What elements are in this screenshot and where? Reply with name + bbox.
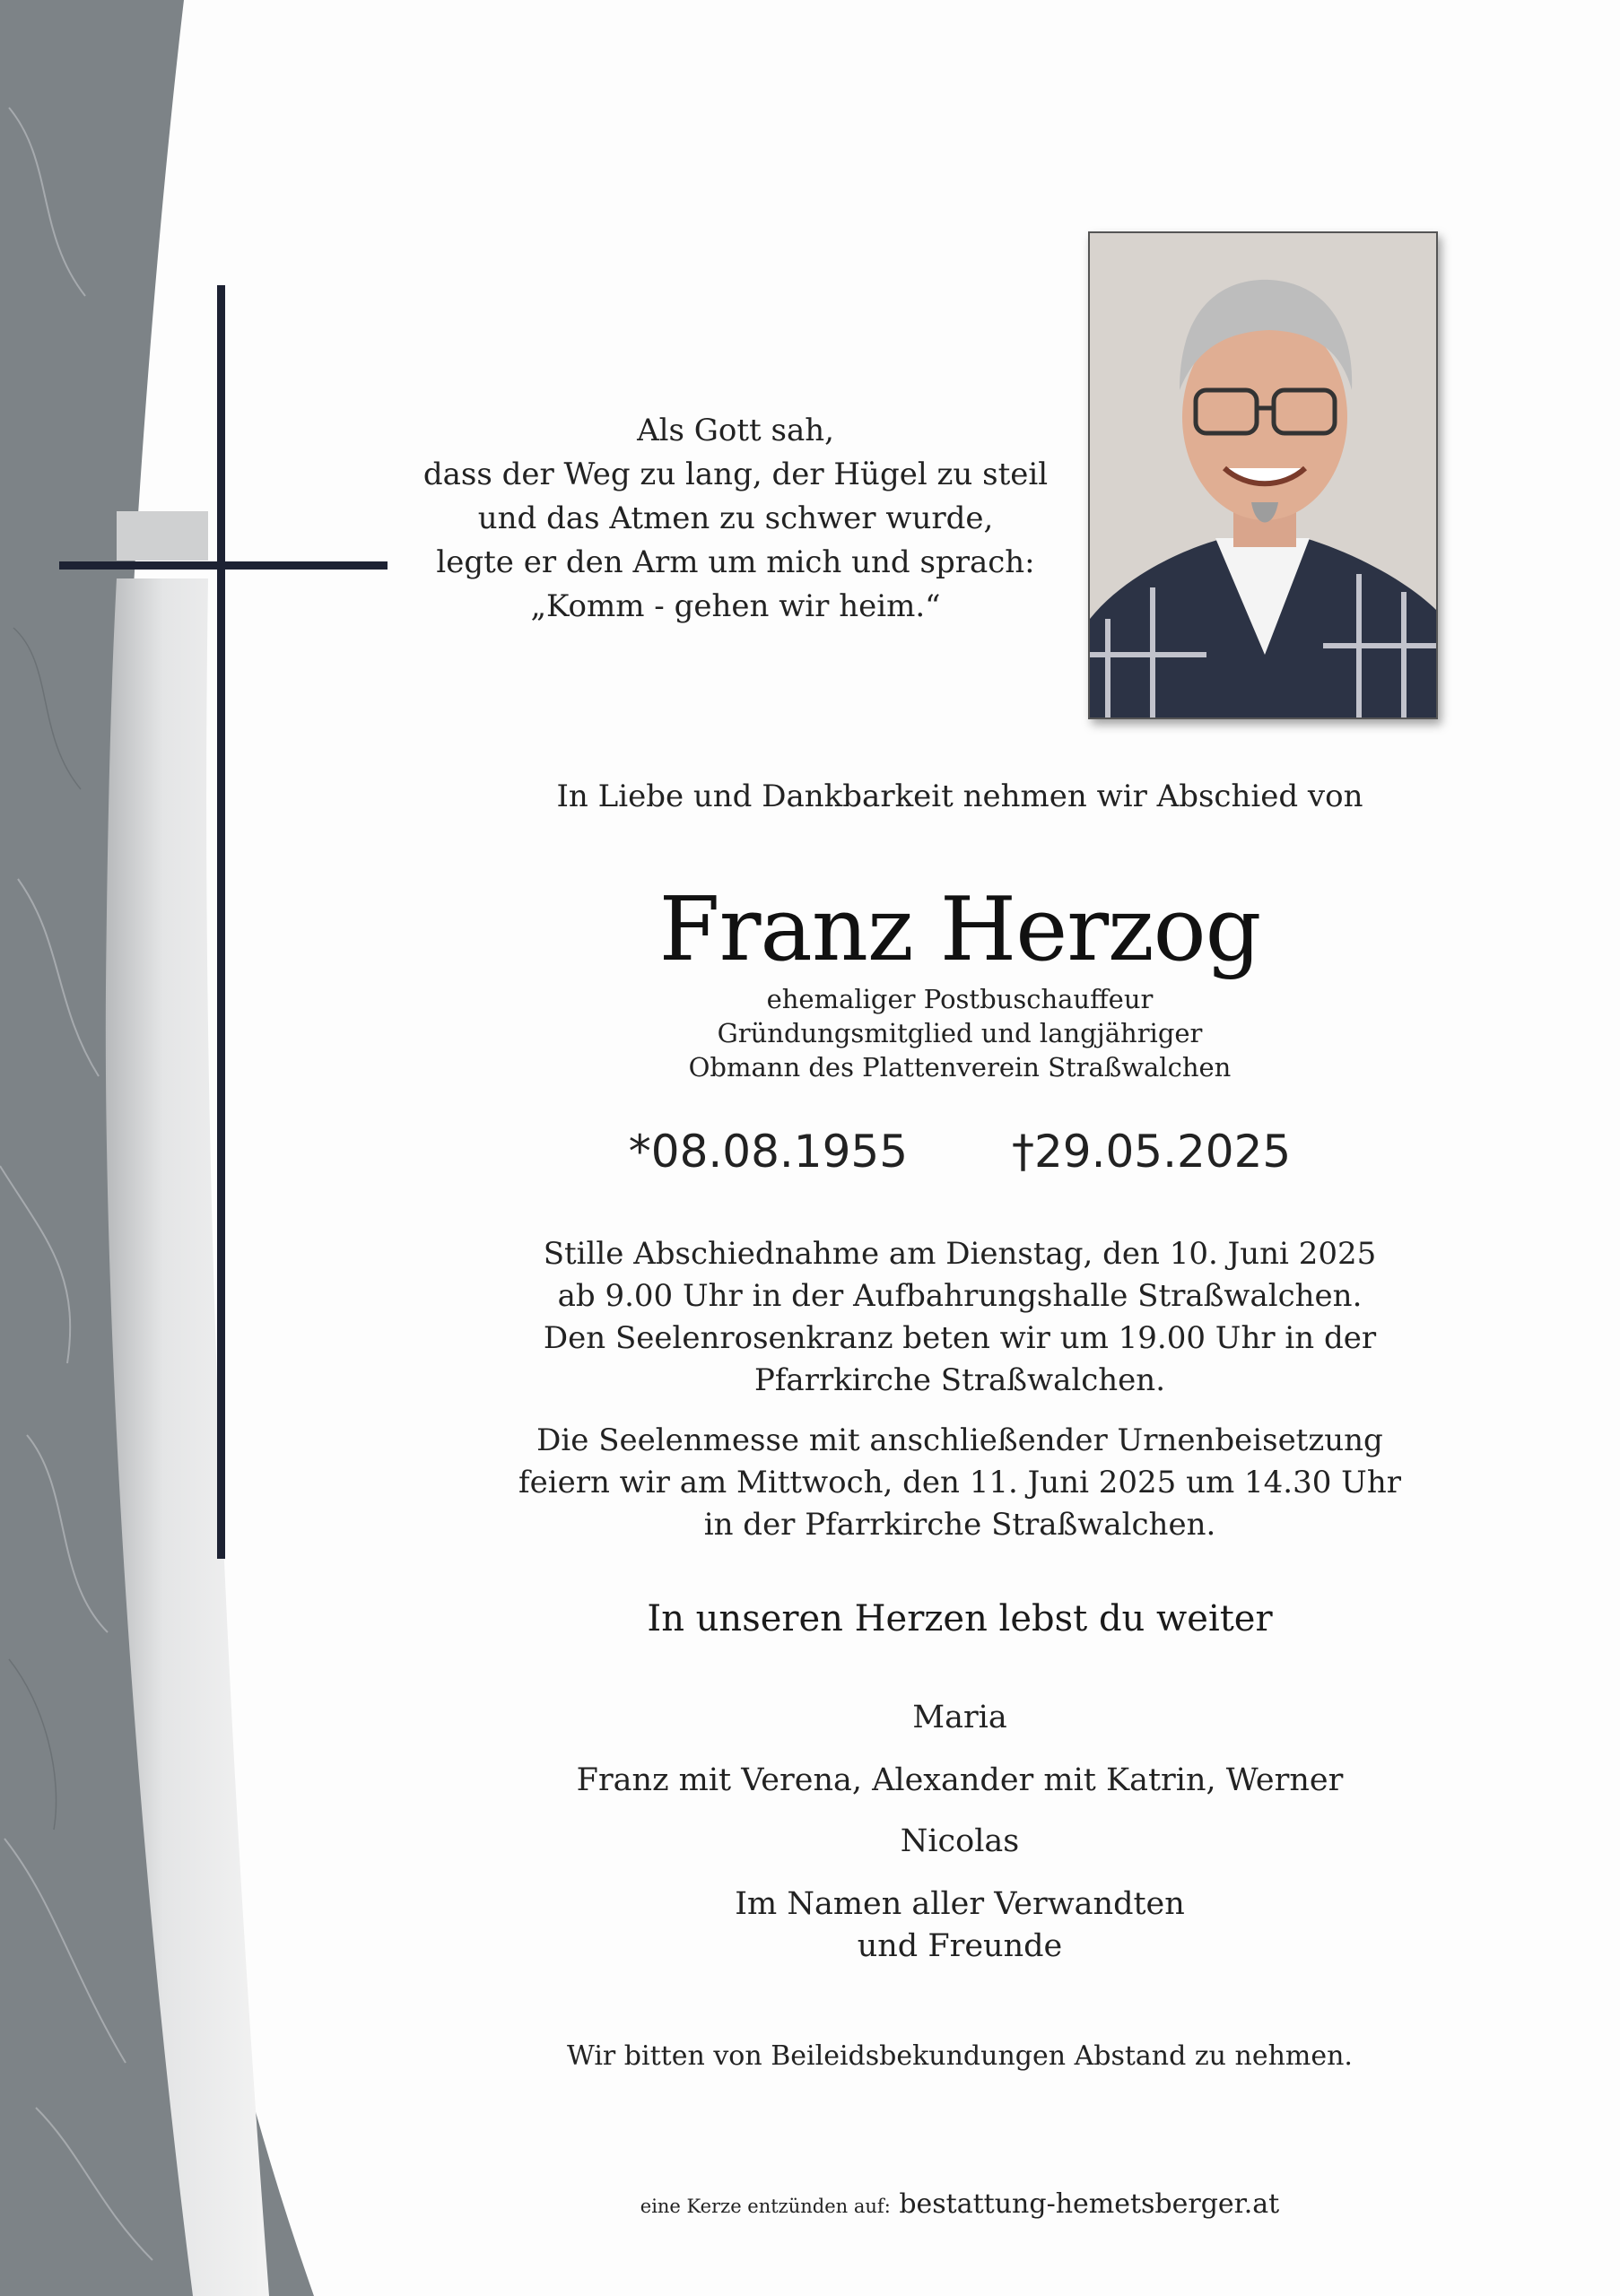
- portrait-photo: [1088, 231, 1438, 719]
- death-date: †29.05.2025: [1011, 1126, 1292, 1178]
- birth-date: *08.08.1955: [628, 1126, 909, 1178]
- poem-line: und das Atmen zu schwer wurde,: [477, 500, 994, 536]
- poem-line: „Komm - gehen wir heim.“: [530, 588, 941, 624]
- family-closing: [413, 1883, 1507, 1968]
- memorial-motto: In unseren Herzen lebst du weiter: [647, 1598, 1273, 1639]
- deceased-roles: [413, 982, 1507, 1084]
- poem-line: dass der Weg zu lang, der Hügel zu steil: [422, 457, 1049, 492]
- detail-line: Pfarrkirche Straßwalchen.: [753, 1362, 1166, 1398]
- cross-icon-horizontal-beam: [59, 561, 388, 570]
- family-line: Nicolas: [900, 1823, 1020, 1859]
- footer-prefix: eine Kerze entzünden auf:: [640, 2196, 891, 2217]
- role-line: ehemaliger Postbuschauffeur: [766, 984, 1154, 1014]
- marble-decoration: [0, 0, 323, 2296]
- family-line: Maria: [912, 1700, 1007, 1735]
- poem: [341, 409, 1130, 629]
- detail-line: in der Pfarrkirche Straßwalchen.: [703, 1507, 1216, 1543]
- poem-line: Als Gott sah,: [637, 413, 834, 448]
- deceased-name: Franz Herzog: [658, 879, 1261, 981]
- viewing-details: [413, 1233, 1507, 1402]
- footer: [413, 2188, 1507, 2220]
- family-line: Im Namen aller Verwandten: [735, 1886, 1185, 1922]
- family-line: und Freunde: [857, 1928, 1063, 1964]
- detail-line: ab 9.00 Uhr in der Aufbahrungshalle Straßwalchen.: [557, 1278, 1363, 1314]
- funeral-home-link[interactable]: bestattung-hemetsberger.at: [899, 2188, 1280, 2220]
- cross-icon-vertical-beam: [217, 285, 225, 1559]
- family-line: Franz mit Verena, Alexander mit Katrin, Werner: [576, 1762, 1344, 1798]
- life-dates: [413, 1126, 1507, 1178]
- role-line: Gründungsmitglied und langjähriger: [717, 1018, 1203, 1048]
- poem-line: legte er den Arm um mich und sprach:: [436, 544, 1035, 580]
- farewell-intro: In Liebe und Dankbarkeit nehmen wir Abschied von: [556, 778, 1363, 814]
- detail-line: Den Seelenrosenkranz beten wir um 19.00 Uhr in der: [543, 1320, 1377, 1356]
- detail-line: Die Seelenmesse mit anschließender Urnenbeisetzung: [536, 1422, 1383, 1458]
- detail-line: Stille Abschiednahme am Dienstag, den 10. Juni 2025: [543, 1236, 1377, 1272]
- detail-line: feiern wir am Mittwoch, den 11. Juni 2025 um 14.30 Uhr: [518, 1465, 1401, 1500]
- condolence-request: Wir bitten von Beileidsbekundungen Abstand zu nehmen.: [567, 2040, 1353, 2072]
- role-line: Obmann des Plattenverein Straßwalchen: [688, 1052, 1232, 1083]
- mass-details: [413, 1420, 1507, 1546]
